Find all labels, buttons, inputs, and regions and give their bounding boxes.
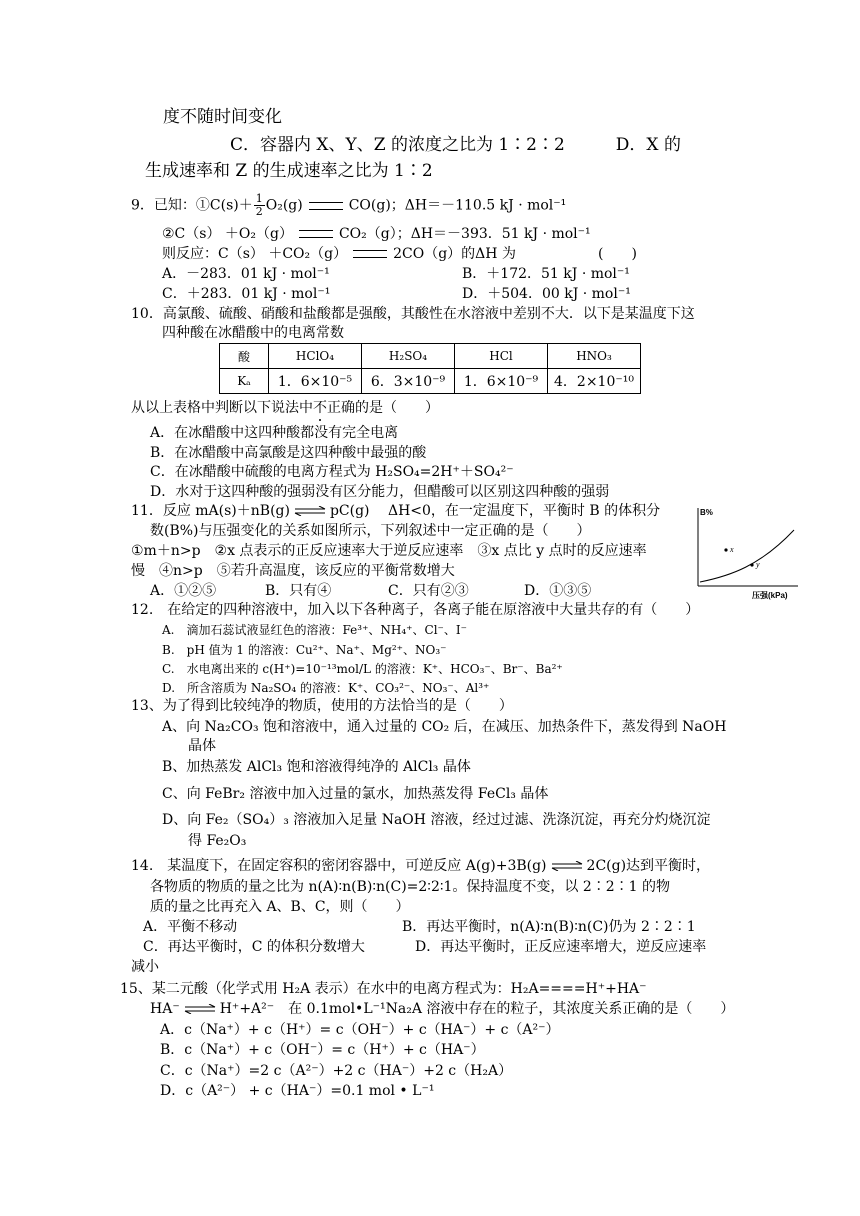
q13-option-a-line-1: A、向 Na₂CO₃ 饱和溶液中，通入过量的 CO₂ 后，在减压、加热条件下，蒸发得到 NaOH — [162, 719, 727, 735]
table-header-cell: HNO₃ — [548, 344, 641, 369]
q12-option-c: C. 水电离出来的 c(H⁺)=10⁻¹³mol/L 的溶液：K⁺、HCO₃⁻、Br⁻、Ba²⁺ — [162, 662, 563, 676]
table-cell: 6．3×10⁻⁹ — [362, 369, 455, 394]
q9-option-b: B．＋172．51 kJ · mol⁻¹ — [462, 266, 630, 282]
q11-option-c: C．只有②③ — [388, 583, 469, 599]
q9-option-a: A．－283．01 kJ · mol⁻¹ — [162, 266, 330, 282]
graph-y-label: B% — [700, 508, 713, 517]
q9-eq2-reactants: ②C（s） ＋O₂（g） — [162, 226, 293, 242]
q11-graph — [690, 500, 810, 600]
table-header-cell: H₂SO₄ — [362, 344, 455, 369]
table-cell: 4．2×10⁻¹⁰ — [548, 369, 641, 394]
graph-point-y-label: y — [756, 560, 760, 569]
header-line-2: C．容器内 X、Y、Z 的浓度之比为 1∶2∶2 D．X 的 — [230, 135, 681, 155]
q11-line-3: ①m＋n>p ②x 点表示的正反应速率大于逆反应速率 ③x 点比 y 点时的反应速率 — [131, 543, 647, 559]
q14-reactants: 14. 某温度下，在固定容积的密闭容器中，可逆反应 A(g)+3B(g) — [131, 858, 547, 874]
q12-option-b: B. pH 值为 1 的溶液：Cu²⁺、Na⁺、Mg²⁺、NO₃⁻ — [162, 643, 447, 657]
q9-prefix: 9．已知：①C(s)＋ — [131, 197, 253, 214]
q9-option-d: D．＋504．00 kJ · mol⁻¹ — [462, 286, 631, 302]
q14-option-d: D．再达平衡时，正反应速率增大，逆反应速率 — [415, 939, 707, 955]
q9-eq2-product: CO₂（g）；ΔH＝－393．51 kJ · mol⁻¹ — [338, 226, 591, 242]
q9-eq1-product: CO(g)；ΔH＝－110.5 kJ · mol⁻¹ — [348, 197, 567, 214]
q11-line-4: 慢 ④n>p ⑤若升高温度，该反应的平衡常数增大 — [131, 563, 455, 579]
q14-option-c: C．再达平衡时，C 的体积分数增大 — [143, 939, 365, 955]
q10-stem-2: 四种酸在冰醋酸中的电离常数 — [162, 325, 344, 341]
equals-arrow-icon — [353, 250, 387, 258]
table-row-label: Kₐ — [220, 369, 269, 394]
table-cell: 1．6×10⁻⁵ — [269, 369, 362, 394]
q11-option-a: A．①②⑤ — [150, 583, 217, 599]
q9-eq3-reactants: 则反应：C（s） ＋CO₂（g） — [162, 246, 348, 262]
q9-answer-paren: ( ) — [598, 246, 637, 262]
q15-line-2-rest: H⁺+A²⁻ 在 0.1mol•L⁻¹Na₂A 溶液中存在的粒子，其浓度关系正确的是（ ） — [219, 1001, 735, 1017]
graph-point-x-dot — [724, 548, 727, 551]
q11-products: pC(g) ΔH<0，在一定温度下，平衡时 B 的体积分 — [329, 503, 661, 519]
q15-option-c: C．c（Na⁺）=2 c（A²⁻）+2 c（HA⁻）+2 c（H₂A） — [160, 1063, 513, 1079]
q13-option-a-line-2: 晶体 — [188, 738, 216, 754]
q14-line-1 — [131, 857, 710, 875]
reversible-arrow-icon — [184, 1004, 216, 1014]
q12-stem: 12. 在给定的四种溶液中，加入以下各种离子，各离子能在原溶液中大量共存的有（ ） — [131, 602, 700, 618]
q13-stem: 13、为了得到比较纯净的物质，使用的方法恰当的是（ ） — [131, 698, 513, 714]
header-line-1: 度不随时间变化 — [163, 107, 282, 127]
q9-fraction — [254, 193, 265, 218]
q9-o2: O₂(g) — [265, 197, 303, 214]
q14-option-a: A．平衡不移动 — [143, 919, 238, 935]
reversible-arrow-icon — [294, 506, 326, 516]
q11-line-1 — [131, 502, 660, 520]
q13-option-d-line-2: 得 Fe₂O₃ — [188, 833, 247, 849]
q15-ha-ion: HA⁻ — [150, 1001, 180, 1017]
table-row — [220, 344, 641, 369]
table-row — [220, 369, 641, 394]
equals-arrow-icon — [299, 230, 333, 238]
header-line-3: 生成速率和 Z 的生成速率之比为 1∶2 — [145, 161, 433, 181]
q13-option-c: C、向 FeBr₂ 溶液中加入过量的氯水，加热蒸发得 FeCl₃ 晶体 — [162, 786, 549, 802]
graph-point-x-label: x — [730, 545, 734, 554]
q12-option-d: D. 所含溶质为 Na₂SO₄ 的溶液：K⁺、CO₃²⁻、NO₃⁻、Al³⁺ — [162, 681, 490, 695]
q9-frac-den: 2 — [255, 205, 263, 218]
q13-option-d-line-1: D、向 Fe₂（SO₄）₃ 溶液加入足量 NaOH 溶液，经过过滤、洗涤沉淀，再充分灼烧沉淀 — [162, 812, 711, 828]
q12-option-a: A. 滴加石蕊试液显红色的溶液：Fe³⁺、NH₄⁺、Cl⁻、I⁻ — [162, 623, 467, 637]
q15-line-2 — [150, 1000, 734, 1018]
table-header-cell: HClO₄ — [269, 344, 362, 369]
equals-arrow-icon — [309, 202, 343, 210]
ka-table — [219, 343, 641, 394]
q9-eq3-product: 2CO（g）的ΔH 为 — [393, 246, 516, 262]
table-header-cell: HCl — [455, 344, 548, 369]
table-cell: 1．6×10⁻⁹ — [455, 369, 548, 394]
q10-question-part-c: 正确的是（ ） — [327, 400, 439, 416]
q10-question-part-a: 从以上表格中判断以下说法中 — [131, 400, 313, 416]
q9-line-3 — [162, 245, 516, 263]
q15-option-a: A．c（Na⁺）+ c（H⁺）= c（OH⁻）+ c（HA⁻）+ c（A²⁻） — [160, 1022, 560, 1038]
q10-option-c: C．在冰醋酸中硫酸的电离方程式为 H₂SO₄=2H⁺＋SO₄²⁻ — [150, 464, 514, 480]
q15-option-d: D．c（A²⁻） + c（HA⁻）=0.1 mol • L⁻¹ — [160, 1083, 435, 1099]
q15-line-1: 15、某二元酸（化学式用 H₂A 表示）在水中的电离方程式为：H₂A====H⁺+HA⁻ — [120, 981, 647, 997]
q10-option-b: B．在冰醋酸中高氯酸是这四种酸中最强的酸 — [150, 445, 427, 461]
q14-products: 2C(g)达到平衡时， — [586, 858, 711, 874]
q10-option-d: D．水对于这四种酸的强弱没有区分能力，但醋酸可以区别这四种酸的强弱 — [150, 484, 610, 500]
q10-emphasis-not: 不 — [313, 400, 327, 416]
q14-line-2: 各物质的物质的量之比为 n(A)∶n(B)∶n(C)=2∶2∶1。保持温度不变，以 2∶2∶1 的物 — [150, 879, 671, 895]
q11-option-d: D．①③⑤ — [524, 583, 592, 599]
q9-frac-num: 1 — [255, 192, 263, 205]
q14-option-b: B．再达平衡时，n(A)∶n(B)∶n(C)仍为 2∶2∶1 — [402, 919, 696, 935]
q9-option-c: C．＋283．01 kJ · mol⁻¹ — [162, 286, 331, 302]
q10-option-a: A．在冰醋酸中这四种酸都没有完全电离 — [150, 425, 399, 441]
q15-option-b: B．c（Na⁺）+ c（OH⁻）= c（H⁺）+ c（HA⁻） — [160, 1042, 485, 1058]
graph-point-y-dot — [750, 563, 753, 566]
q9-line-2 — [162, 225, 591, 243]
q13-option-b: B、加热蒸发 AlCl₃ 饱和溶液得纯净的 AlCl₃ 晶体 — [162, 759, 471, 775]
q11-line-2: 数(B%)与压强变化的关系如图所示，下列叙述中一定正确的是（ ） — [150, 523, 591, 539]
graph-curve — [700, 530, 794, 582]
q11-option-b: B．只有④ — [265, 583, 332, 599]
graph-x-label: 压强(kPa) — [752, 591, 788, 600]
q14-option-d-line-2: 减小 — [131, 959, 159, 975]
q10-question — [131, 399, 439, 417]
q11-reactants: 11．反应 mA(s)＋nB(g) — [131, 503, 290, 519]
q9-line-1 — [131, 193, 566, 218]
q10-stem-1: 10．高氯酸、硫酸、硝酸和盐酸都是强酸，其酸性在水溶液中差别不大．以下是某温度下这 — [131, 306, 695, 322]
q14-line-3: 质的量之比再充入 A、B、C，则（ ） — [150, 899, 410, 915]
table-header-cell: 酸 — [220, 344, 269, 369]
reversible-arrow-icon — [551, 861, 583, 871]
